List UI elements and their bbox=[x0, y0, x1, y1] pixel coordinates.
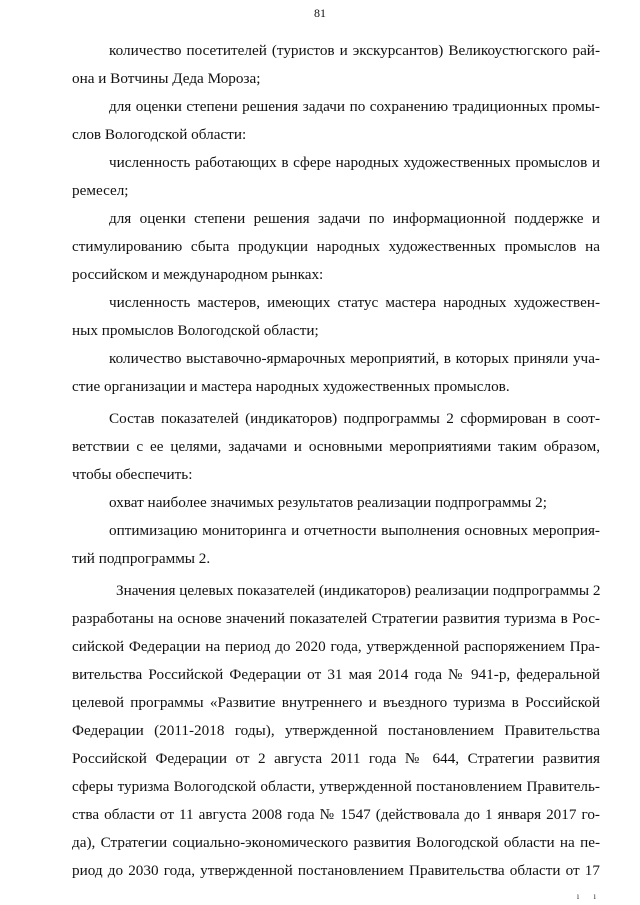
corner-marks: ı ı bbox=[576, 891, 602, 901]
page-number: 81 bbox=[314, 6, 326, 20]
text-line: ных промыслов Вологодской области; bbox=[72, 322, 319, 339]
text-line: чтобы обеспечить: bbox=[72, 466, 193, 483]
text-line: Федерации (2011-2018 годы), утвержденной постановлением Правительства bbox=[72, 722, 600, 739]
text-line: Значения целевых показателей (индикаторов) реализации подпрограммы 2 bbox=[116, 582, 600, 599]
text-line: вительства Российской Федерации от 31 мая 2014 года № 941-р, федеральной bbox=[72, 666, 600, 683]
text-line: целевой программы «Развитие внутреннего и въездного туризма в Российской bbox=[72, 694, 600, 711]
text-line: стимулированию сбыта продукции народных художественных промыслов на bbox=[72, 238, 600, 255]
text-line: количество выставочно-ярмарочных мероприятий, в которых приняли уча- bbox=[109, 350, 600, 367]
text-line: количество посетителей (туристов и экскурсантов) Великоустюгского рай- bbox=[109, 42, 600, 59]
text-line: да), Стратегии социально-экономического развития Вологодской области на пе- bbox=[72, 834, 600, 851]
document-body bbox=[72, 37, 600, 885]
text-line: численность мастеров, имеющих статус мастера народных художествен- bbox=[109, 294, 600, 311]
text-line: оптимизацию мониторинга и отчетности выполнения основных мероприя- bbox=[109, 522, 600, 539]
text-line: стие организации и мастера народных художественных промыслов. bbox=[72, 378, 510, 395]
text-line: ремесел; bbox=[72, 182, 129, 199]
text-line: для оценки степени решения задачи по информационной поддержке и bbox=[109, 210, 600, 227]
text-line: сийской Федерации на период до 2020 года, утвержденной распоряжением Пра- bbox=[72, 638, 600, 655]
text-line: численность работающих в сфере народных художественных промыслов и bbox=[109, 154, 600, 171]
text-line: ства области от 11 августа 2008 года № 1547 (действовала до 1 января 2017 го- bbox=[72, 806, 600, 823]
text-line: тий подпрограммы 2. bbox=[72, 550, 211, 567]
text-line: Состав показателей (индикаторов) подпрограммы 2 сформирован в соот- bbox=[109, 410, 600, 427]
text-line: слов Вологодской области: bbox=[72, 126, 247, 143]
text-line: риод до 2030 года, утвержденной постановлением Правительства области от 17 bbox=[72, 862, 600, 879]
text-line: охват наиболее значимых результатов реализации подпрограммы 2; bbox=[109, 494, 547, 511]
text-line: российском и международном рынках: bbox=[72, 266, 324, 283]
text-line: разработаны на основе значений показателей Стратегии развития туризма в Рос- bbox=[72, 610, 600, 627]
text-line: она и Вотчины Деда Мороза; bbox=[72, 70, 261, 87]
text-line: ветствии с ее целями, задачами и основными мероприятиями таким образом, bbox=[72, 438, 600, 455]
text-line: Российской Федерации от 2 августа 2011 года № 644, Стратегии развития bbox=[72, 750, 600, 767]
text-line: сферы туризма Вологодской области, утвержденной постановлением Правитель- bbox=[72, 778, 600, 795]
text-line: для оценки степени решения задачи по сохранению традиционных промы- bbox=[109, 98, 600, 115]
